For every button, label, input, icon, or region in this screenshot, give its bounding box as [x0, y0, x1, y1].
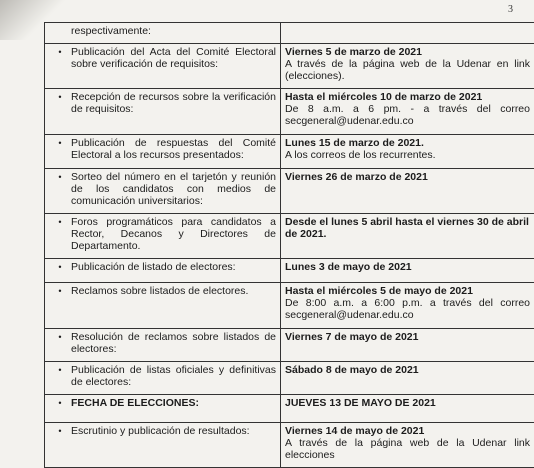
date-cell: [281, 423, 534, 468]
activity-cell: [45, 135, 281, 169]
bullet-icon: •: [49, 364, 71, 388]
activity-cell: [45, 214, 281, 259]
activity-text: Publicación de listado de electores:: [71, 261, 276, 273]
activity-cell: [45, 329, 281, 362]
activity-text: Publicación del Acta del Comité Electoral sobre verificación de requisitos:: [71, 46, 276, 70]
detail-text: A los correos de los recurrentes.: [285, 149, 530, 161]
activity-cell: [45, 423, 281, 468]
table-row: [45, 89, 534, 135]
date-text: Hasta el miércoles 10 de marzo de 2021: [285, 91, 530, 103]
activity-cell: [45, 44, 281, 89]
activity-text: Foros programáticos para candidatos a Rector, Decanos y Directores de Departamento.: [71, 216, 276, 252]
date-text: Viernes 7 de mayo de 2021: [285, 331, 530, 343]
date-text: Lunes 15 de marzo de 2021.: [285, 137, 530, 149]
activity-cell: [45, 23, 281, 44]
bullet-icon: •: [49, 397, 71, 409]
date-cell: [281, 169, 534, 214]
date-text: Lunes 3 de mayo de 2021: [285, 261, 530, 273]
date-text: Viernes 26 de marzo de 2021: [285, 171, 530, 183]
activity-cell: [45, 169, 281, 214]
date-text: JUEVES 13 DE MAYO DE 2021: [285, 397, 530, 409]
bullet-icon: •: [49, 261, 71, 273]
page-number: 3: [508, 4, 513, 15]
date-text: Desde el lunes 5 abril hasta el viernes 30 de abril de 2021.: [285, 216, 530, 240]
table-row: [45, 23, 534, 44]
activity-text: Resolución de reclamos sobre listados de electores:: [71, 331, 276, 355]
date-text: Sábado 8 de mayo de 2021: [285, 364, 530, 376]
activity-cell: [45, 395, 281, 423]
date-cell: [281, 89, 534, 135]
activity-text: Sorteo del número en el tarjetón y reunión de los candidatos con medios de comunicación universitarios:: [71, 171, 276, 207]
activity-text: FECHA DE ELECCIONES:: [71, 397, 276, 409]
date-text: Viernes 5 de marzo de 2021: [285, 46, 530, 58]
date-text: Viernes 14 de mayo de 2021: [285, 425, 530, 437]
activity-text: respectivamente:: [71, 25, 276, 37]
table-row: [45, 362, 534, 395]
table-row: [45, 44, 534, 89]
activity-text: Recepción de recursos sobre la verificación de requisitos:: [71, 91, 276, 115]
date-cell: [281, 23, 534, 44]
date-cell: [281, 329, 534, 362]
table-row: [45, 329, 534, 362]
activity-text: Escrutinio y publicación de resultados:: [71, 425, 276, 437]
bullet-icon: •: [49, 331, 71, 355]
table-row: [45, 395, 534, 423]
date-cell: [281, 259, 534, 283]
date-cell: [281, 283, 534, 329]
bullet-icon: •: [49, 46, 71, 70]
date-cell: [281, 214, 534, 259]
date-cell: [281, 135, 534, 169]
detail-text: A través de la página web de la Udenar en link (elecciones).: [285, 58, 530, 82]
table-row: [45, 423, 534, 468]
date-cell: [281, 362, 534, 395]
bullet-icon: •: [49, 91, 71, 115]
activity-text: Reclamos sobre listados de electores.: [71, 285, 276, 297]
activity-cell: [45, 362, 281, 395]
date-cell: [281, 395, 534, 423]
activity-cell: [45, 283, 281, 329]
detail-text: De 8:00 a.m. a 6:00 p.m. a través del correo secgeneral@udenar.edu.co: [285, 297, 530, 321]
table-row: [45, 169, 534, 214]
date-text: Hasta el miércoles 5 de mayo de 2021: [285, 285, 530, 297]
bullet-icon: [49, 25, 71, 37]
bullet-icon: •: [49, 137, 71, 161]
detail-text: De 8 a.m. a 6 pm. - a través del correo secgeneral@udenar.edu.co: [285, 103, 530, 127]
table-row: [45, 214, 534, 259]
bullet-icon: •: [49, 285, 71, 297]
date-cell: [281, 44, 534, 89]
activity-text: Publicación de respuestas del Comité Electoral a los recursos presentados:: [71, 137, 276, 161]
schedule-table: [44, 22, 534, 468]
detail-text: A través de la página web de la Udenar link elecciones: [285, 437, 530, 461]
table-row: [45, 259, 534, 283]
table-row: [45, 283, 534, 329]
bullet-icon: •: [49, 216, 71, 252]
bullet-icon: •: [49, 171, 71, 207]
activity-cell: [45, 89, 281, 135]
bullet-icon: •: [49, 425, 71, 437]
activity-cell: [45, 259, 281, 283]
table-row: [45, 135, 534, 169]
activity-text: Publicación de listas oficiales y definitivas de electores:: [71, 364, 276, 388]
